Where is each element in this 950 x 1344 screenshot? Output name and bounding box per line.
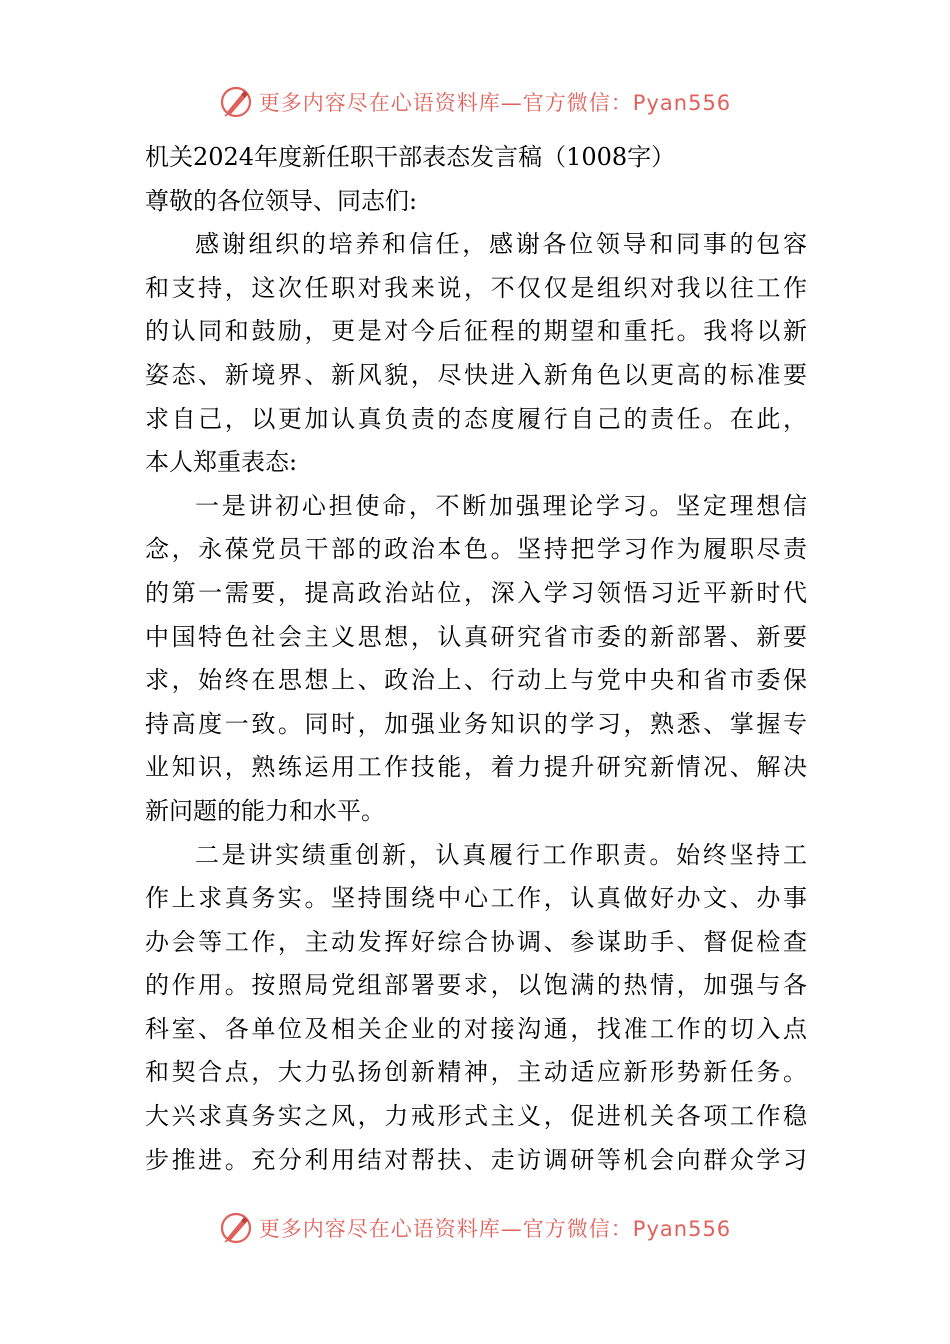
paragraph-line: 感谢组织的培养和信任，感谢各位领导和同事的包容 — [195, 230, 807, 259]
paragraph-line: 办会等工作，主动发挥好综合协调、参谋助手、督促检查 — [145, 927, 807, 956]
paragraph-line: 持高度一致。同时，加强业务知识的学习，熟悉、掌握专 — [145, 709, 807, 738]
banner-text: 更多内容尽在心语资料库—官方微信：Pyan556 — [258, 91, 732, 115]
pen-circle-logo-icon — [219, 1211, 253, 1245]
paragraph-line: 新问题的能力和水平。 — [145, 796, 385, 825]
paragraph-line: 一是讲初心担使命，不断加强理论学习。坚定理想信 — [195, 491, 807, 520]
paragraph-line: 的认同和鼓励，更是对今后征程的期望和重托。我将以新 — [145, 317, 807, 346]
paragraph-line: 步推进。充分利用结对帮扶、走访调研等机会向群众学习 — [145, 1145, 807, 1174]
paragraph-line: 和支持，这次任职对我来说，不仅仅是组织对我以往工作 — [145, 273, 807, 302]
paragraph-line: 科室、各单位及相关企业的对接沟通，找准工作的切入点 — [145, 1014, 807, 1043]
paragraph-line: 作上求真务实。坚持围绕中心工作，认真做好办文、办事 — [145, 884, 807, 913]
paragraph-line: 的第一需要，提高政治站位，深入学习领悟习近平新时代 — [145, 578, 807, 607]
paragraph-line: 本人郑重表态: — [145, 448, 298, 477]
paragraph-line: 和契合点，大力弘扬创新精神，主动适应新形势新任务。 — [145, 1058, 807, 1087]
paragraph-line: 的作用。按照局党组部署要求，以饱满的热情，加强与各 — [145, 971, 807, 1000]
document-body — [145, 136, 807, 1182]
header-banner — [0, 82, 950, 122]
footer-banner — [0, 1208, 950, 1248]
paragraph-line: 求自己，以更加认真负责的态度履行自己的责任。在此， — [145, 404, 807, 433]
banner-text: 更多内容尽在心语资料库—官方微信：Pyan556 — [258, 1217, 732, 1241]
paragraph-line: 念，永葆党员干部的政治本色。坚持把学习作为履职尽责 — [145, 535, 807, 564]
paragraph-line: 求，始终在思想上、政治上、行动上与党中央和省市委保 — [145, 666, 807, 695]
paragraph-line: 二是讲实绩重创新，认真履行工作职责。始终坚持工 — [195, 840, 807, 869]
pen-circle-logo-icon — [219, 85, 253, 119]
paragraph-line: 姿态、新境界、新风貌，尽快进入新角色以更高的标准要 — [145, 360, 807, 389]
paragraph-line: 大兴求真务实之风，力戒形式主义，促进机关各项工作稳 — [145, 1102, 807, 1131]
salutation: 尊敬的各位领导、同志们: — [145, 186, 418, 215]
paragraph-line: 业知识，熟练运用工作技能，着力提升研究新情况、解决 — [145, 753, 807, 782]
document-title: 机关2024年度新任职干部表态发言稿（1008字） — [145, 143, 676, 171]
paragraph-line: 中国特色社会主义思想，认真研究省市委的新部署、新要 — [145, 622, 807, 651]
